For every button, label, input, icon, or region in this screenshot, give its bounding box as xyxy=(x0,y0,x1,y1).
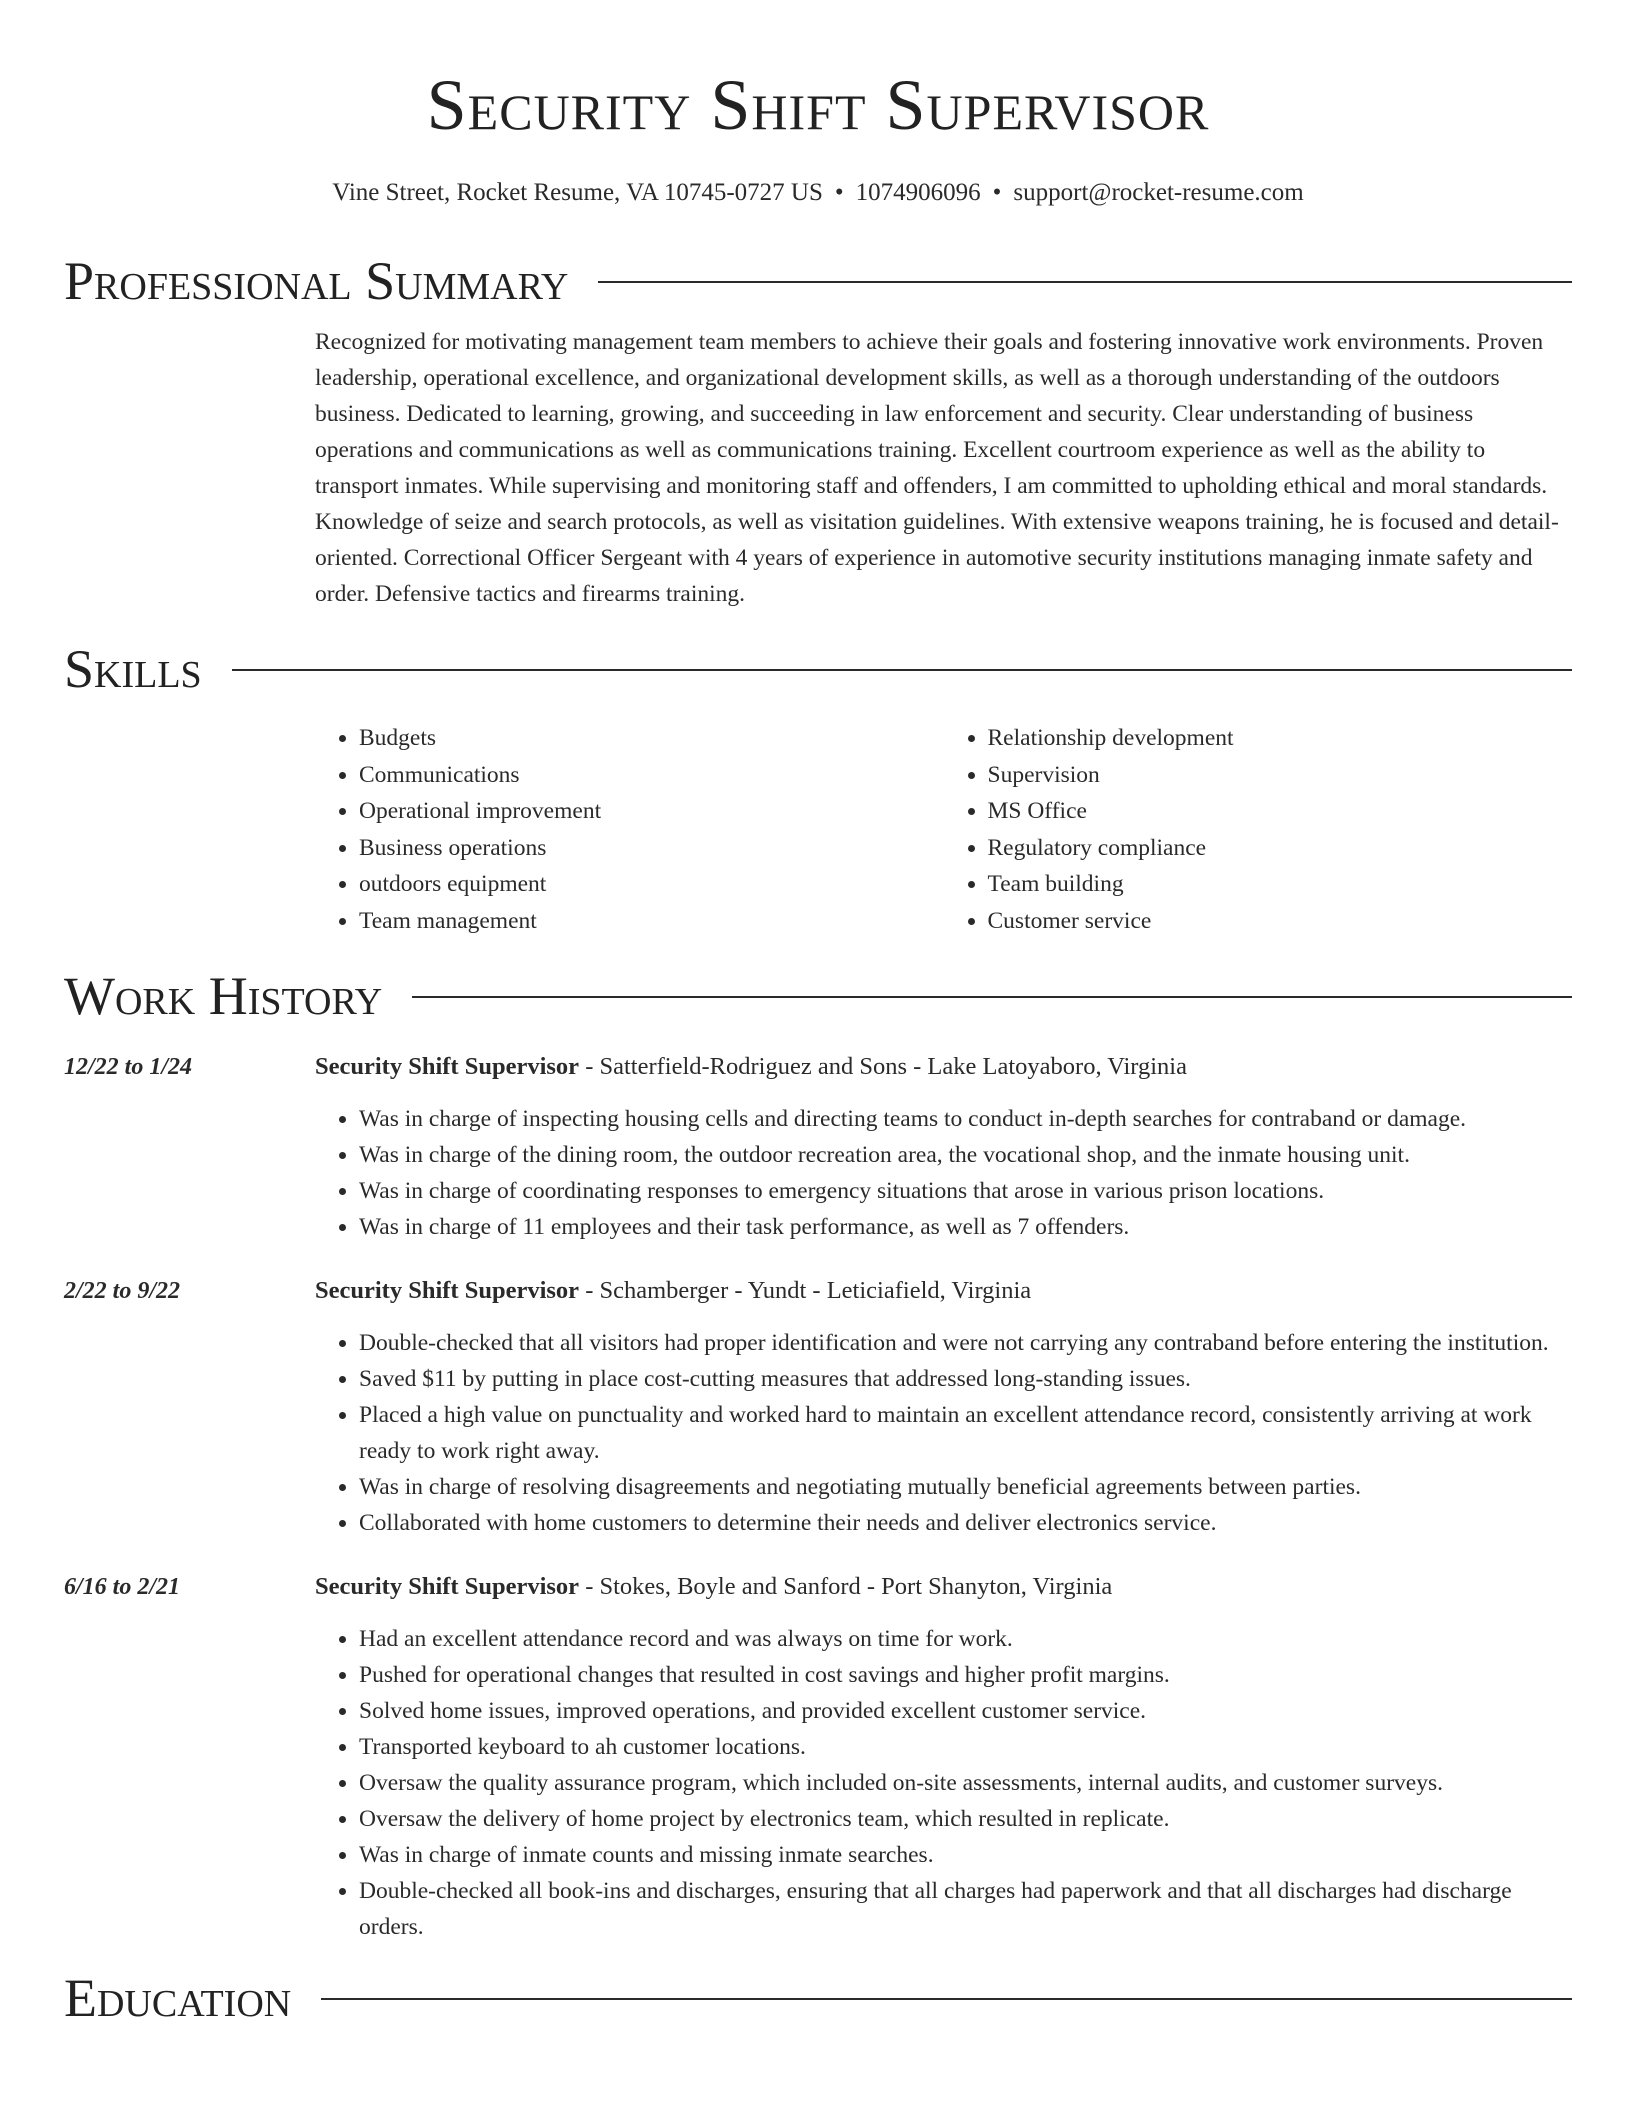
section-divider xyxy=(598,281,1572,283)
phone-text: 1074906096 xyxy=(855,179,981,206)
job-bullet: • Transported keyboard to ah customer locations. xyxy=(359,1729,1572,1765)
skill-item: • Team management xyxy=(359,903,944,940)
job-bullet: • Was in charge of inspecting housing cells and directing teams to conduct in-depth searches for contraband or damage. xyxy=(359,1101,1572,1137)
skill-item: • Budgets xyxy=(359,720,944,757)
job-bullets xyxy=(315,1621,1572,1945)
section-divider xyxy=(232,669,1572,671)
job-body xyxy=(315,1049,1572,1245)
summary-paragraph: Recognized for motivating management team members to achieve their goals and fostering innovative work environments. Proven leadership, operational excellence, and organizational development skills, as well as a thorough understanding of the outdoors business. Dedicated to learning, growing, and succeeding in law enforcement and security. Clear understanding of business operations and communications as well as communications training. Excellent courtroom experience as well as the ability to transport inmates. While supervising and monitoring staff and offenders, I am committed to upholding ethical and moral standards. Knowledge of seize and search protocols, as well as visitation guidelines. With extensive weapons training, he is focused and detail-oriented. Correctional Officer Sergeant with 4 years of experience in automotive security institutions managing inmate safety and order. Defensive tactics and firearms training. xyxy=(315,329,1559,607)
skill-item: • outdoors equipment xyxy=(359,866,944,903)
skill-item: • Regulatory compliance xyxy=(988,830,1573,867)
skill-item: • Supervision xyxy=(988,757,1573,794)
job-bullet: • Placed a high value on punctuality and worked hard to maintain an excellent attendance record, consistently arriving at work ready to work right away. xyxy=(359,1397,1572,1469)
job-employer-location: - Schamberger - Yundt - Leticiafield, Virginia xyxy=(579,1277,1032,1304)
summary-section-title: Professional Summary xyxy=(64,251,569,311)
candidate-name: Security Shift Supervisor xyxy=(426,65,1210,145)
section-divider xyxy=(321,1998,1572,2000)
skills-column-right xyxy=(944,720,1573,939)
address-text: Vine Street, Rocket Resume, VA 10745-0727 US xyxy=(332,179,823,206)
job-bullet: • Pushed for operational changes that resulted in cost savings and higher profit margins. xyxy=(359,1657,1572,1693)
job-bullet: • Collaborated with home customers to determine their needs and deliver electronics service. xyxy=(359,1505,1572,1541)
resume-page xyxy=(64,0,1572,2031)
job-heading xyxy=(315,1569,1572,1605)
job-bullets xyxy=(315,1325,1572,1541)
job-dates: 6/16 to 2/21 xyxy=(64,1574,181,1600)
job-bullet: • Was in charge of the dining room, the outdoor recreation area, the vocational shop, and the inmate housing unit. xyxy=(359,1137,1572,1173)
job-heading xyxy=(315,1273,1572,1309)
job-dates: 12/22 to 1/24 xyxy=(64,1054,193,1080)
job-title: Security Shift Supervisor xyxy=(315,1277,580,1304)
skill-item: • Communications xyxy=(359,757,944,794)
job-title: Security Shift Supervisor xyxy=(315,1573,580,1600)
skill-item: • MS Office xyxy=(988,793,1573,830)
skill-item: • Customer service xyxy=(988,903,1573,940)
job-bullet: • Solved home issues, improved operations, and provided excellent customer service. xyxy=(359,1693,1572,1729)
job-entry xyxy=(64,1273,1572,1541)
job-title: Security Shift Supervisor xyxy=(315,1053,580,1080)
job-bullet: • Had an excellent attendance record and was always on time for work. xyxy=(359,1621,1572,1657)
skills-section-heading xyxy=(64,636,1572,702)
job-entry xyxy=(64,1049,1572,1245)
section-divider xyxy=(412,996,1572,998)
work-section-title: Work History xyxy=(64,966,383,1026)
skills-list xyxy=(315,720,1572,939)
job-bullet: • Oversaw the delivery of home project by electronics team, which resulted in replicate. xyxy=(359,1801,1572,1837)
job-bullet: • Saved $11 by putting in place cost-cutting measures that addressed long-standing issues. xyxy=(359,1361,1572,1397)
job-bullet: • Double-checked that all visitors had proper identification and were not carrying any contraband before entering the institution. xyxy=(359,1325,1572,1361)
skill-item: • Relationship development xyxy=(988,720,1573,757)
work-section-heading xyxy=(64,963,1572,1029)
job-heading xyxy=(315,1049,1572,1085)
skill-item: • Team building xyxy=(988,866,1573,903)
education-section-heading xyxy=(64,1965,1572,2031)
job-body xyxy=(315,1569,1572,1945)
job-bullet: • Oversaw the quality assurance program, which included on-site assessments, internal audits, and customer surveys. xyxy=(359,1765,1572,1801)
skill-item: • Business operations xyxy=(359,830,944,867)
job-bullet: • Was in charge of 11 employees and their task performance, as well as 7 offenders. xyxy=(359,1209,1572,1245)
email-text: support@rocket-resume.com xyxy=(1013,179,1304,206)
job-employer-location: - Satterfield-Rodriguez and Sons - Lake Latoyaboro, Virginia xyxy=(579,1053,1187,1080)
job-body xyxy=(315,1273,1572,1541)
contact-separator: • xyxy=(992,179,1002,206)
contact-separator: • xyxy=(834,179,844,206)
job-bullets xyxy=(315,1101,1572,1245)
skills-column-left xyxy=(315,720,944,939)
job-dates: 2/22 to 9/22 xyxy=(64,1278,181,1304)
education-section-title: Education xyxy=(64,1968,292,2028)
job-bullet: • Was in charge of inmate counts and missing inmate searches. xyxy=(359,1837,1572,1873)
job-bullet: • Double-checked all book-ins and discharges, ensuring that all charges had paperwork and that all discharges had discharge orders. xyxy=(359,1873,1572,1945)
job-employer-location: - Stokes, Boyle and Sanford - Port Shanyton, Virginia xyxy=(579,1573,1113,1600)
skills-section-title: Skills xyxy=(64,639,202,699)
summary-section-heading xyxy=(64,248,1572,314)
job-bullet: • Was in charge of coordinating responses to emergency situations that arose in various prison locations. xyxy=(359,1173,1572,1209)
skill-item: • Operational improvement xyxy=(359,793,944,830)
job-entry xyxy=(64,1569,1572,1945)
contact-line xyxy=(64,176,1572,210)
job-bullet: • Was in charge of resolving disagreements and negotiating mutually beneficial agreements between parties. xyxy=(359,1469,1572,1505)
resume-header xyxy=(64,62,1572,210)
